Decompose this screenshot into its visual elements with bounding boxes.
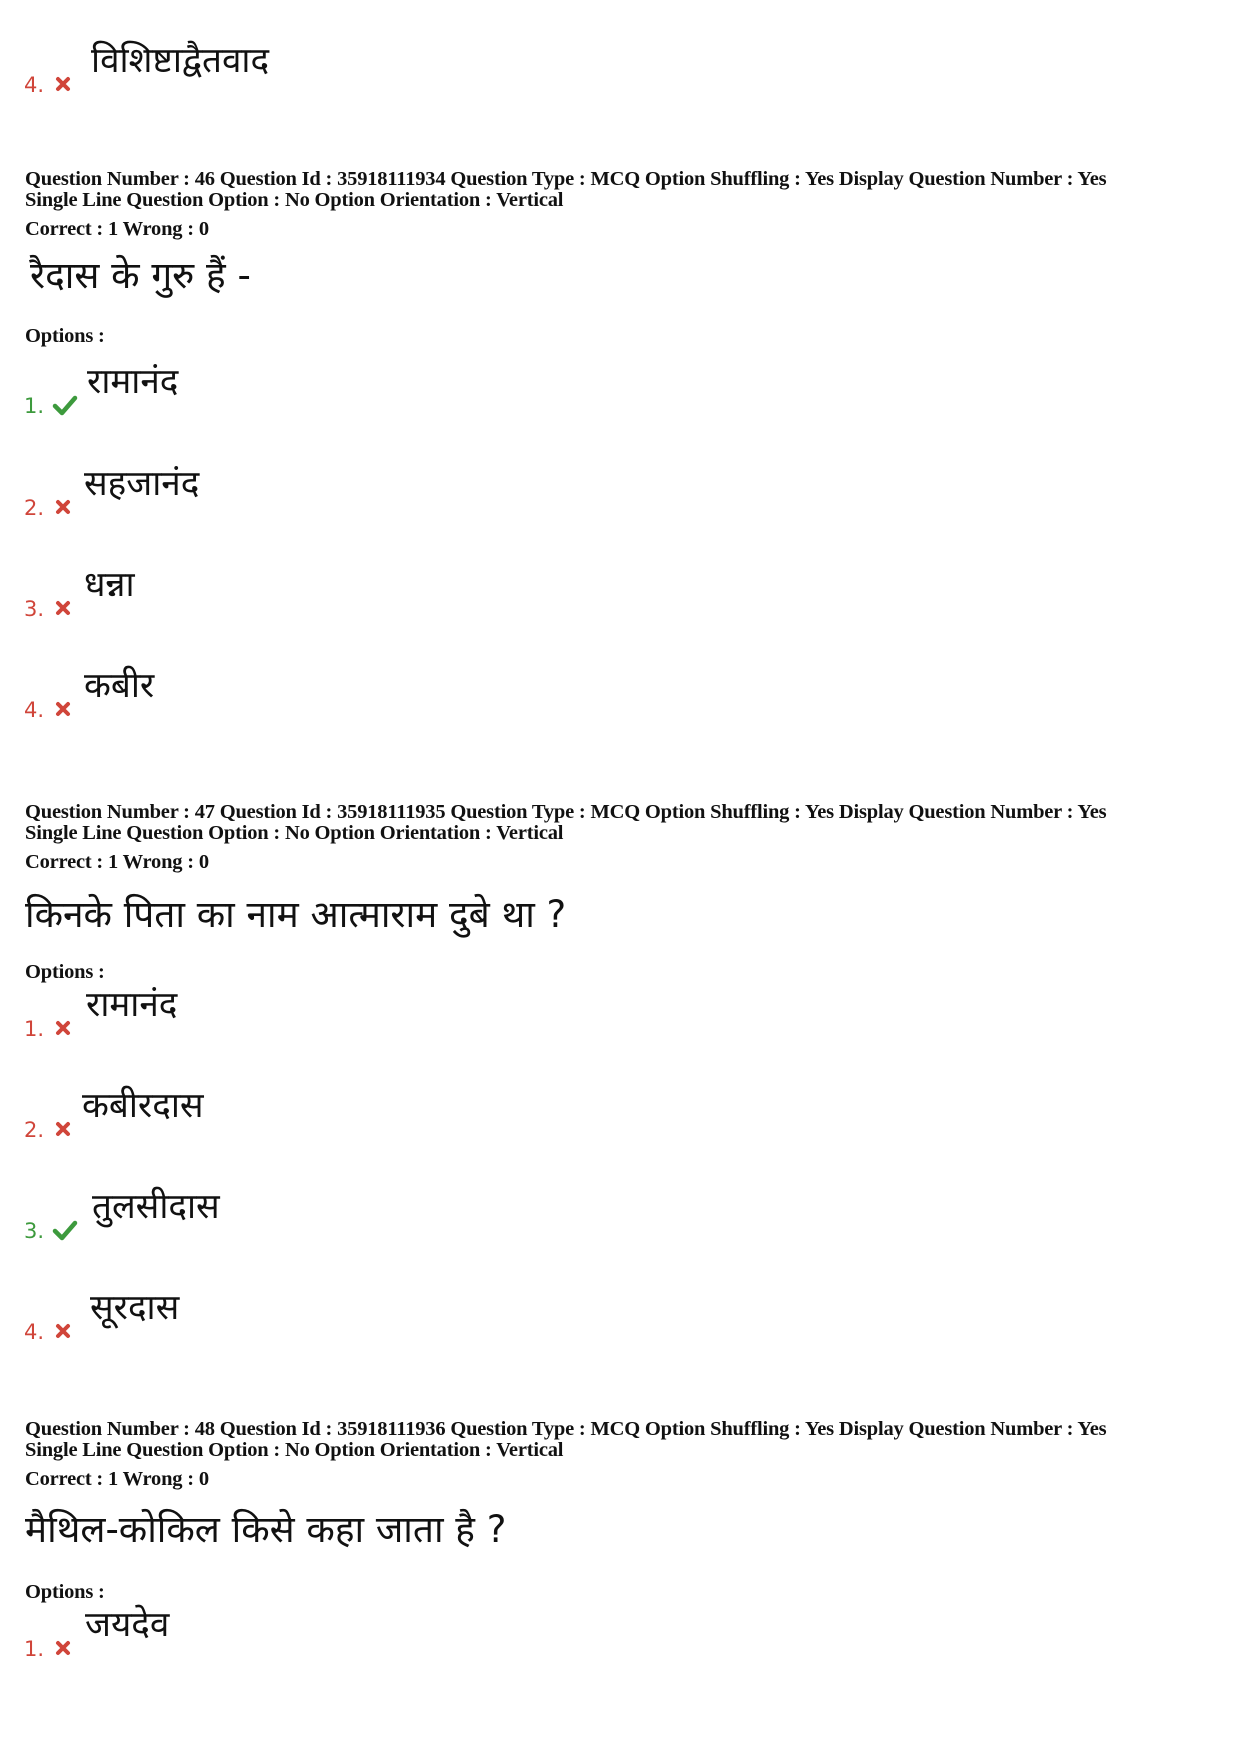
cross-icon [55, 76, 71, 92]
option-number: 1. [24, 1637, 45, 1661]
options-label: Options : [25, 325, 105, 347]
option-text: विशिष्टाद्वैतवाद [91, 41, 270, 81]
option-number: 1. [24, 1017, 45, 1041]
question-marks: Correct : 1 Wrong : 0 [25, 218, 209, 240]
option-number: 4. [24, 73, 45, 97]
question-meta: Single Line Question Option : No Option Orientation : Vertical [25, 1439, 564, 1461]
cross-icon [55, 1121, 71, 1137]
option-text: रामानंद [87, 362, 179, 402]
cross-icon [55, 600, 71, 616]
cross-icon [55, 499, 71, 515]
options-label: Options : [25, 1581, 105, 1603]
cross-icon [55, 1640, 71, 1656]
option-text: सहजानंद [84, 464, 200, 504]
option-number: 2. [24, 496, 45, 520]
option-number: 3. [24, 597, 45, 621]
check-icon [52, 394, 78, 416]
option-text: तुलसीदास [92, 1187, 220, 1227]
question-text: मैथिल-कोकिल किसे कहा जाता है ? [25, 1508, 507, 1551]
check-icon [52, 1219, 78, 1241]
option-number: 3. [24, 1219, 45, 1243]
question-marks: Correct : 1 Wrong : 0 [25, 851, 209, 873]
question-meta: Question Number : 48 Question Id : 35918111936 Question Type : MCQ Option Shuffling : Yes Display Question Number : Yes [25, 1418, 1107, 1440]
option-text: धन्ना [84, 565, 135, 605]
question-marks: Correct : 1 Wrong : 0 [25, 1468, 209, 1490]
cross-icon [55, 1020, 71, 1036]
question-meta: Single Line Question Option : No Option Orientation : Vertical [25, 822, 564, 844]
question-meta: Question Number : 47 Question Id : 35918111935 Question Type : MCQ Option Shuffling : Yes Display Question Number : Yes [25, 801, 1107, 823]
option-text: सूरदास [90, 1288, 180, 1328]
cross-icon [55, 701, 71, 717]
option-text: कबीरदास [82, 1086, 204, 1126]
option-number: 4. [24, 1320, 45, 1344]
option-text: कबीर [84, 666, 155, 706]
options-label: Options : [25, 961, 105, 983]
cross-icon [55, 1323, 71, 1339]
question-text: किनके पिता का नाम आत्माराम दुबे था ? [25, 893, 567, 936]
option-text: रामानंद [86, 985, 178, 1025]
question-meta: Single Line Question Option : No Option Orientation : Vertical [25, 189, 564, 211]
option-text: जयदेव [85, 1605, 170, 1645]
option-number: 2. [24, 1118, 45, 1142]
question-meta: Question Number : 46 Question Id : 35918111934 Question Type : MCQ Option Shuffling : Yes Display Question Number : Yes [25, 168, 1107, 190]
option-number: 1. [24, 394, 45, 418]
question-text: रैदास के गुरु हैं - [30, 254, 251, 297]
option-number: 4. [24, 698, 45, 722]
